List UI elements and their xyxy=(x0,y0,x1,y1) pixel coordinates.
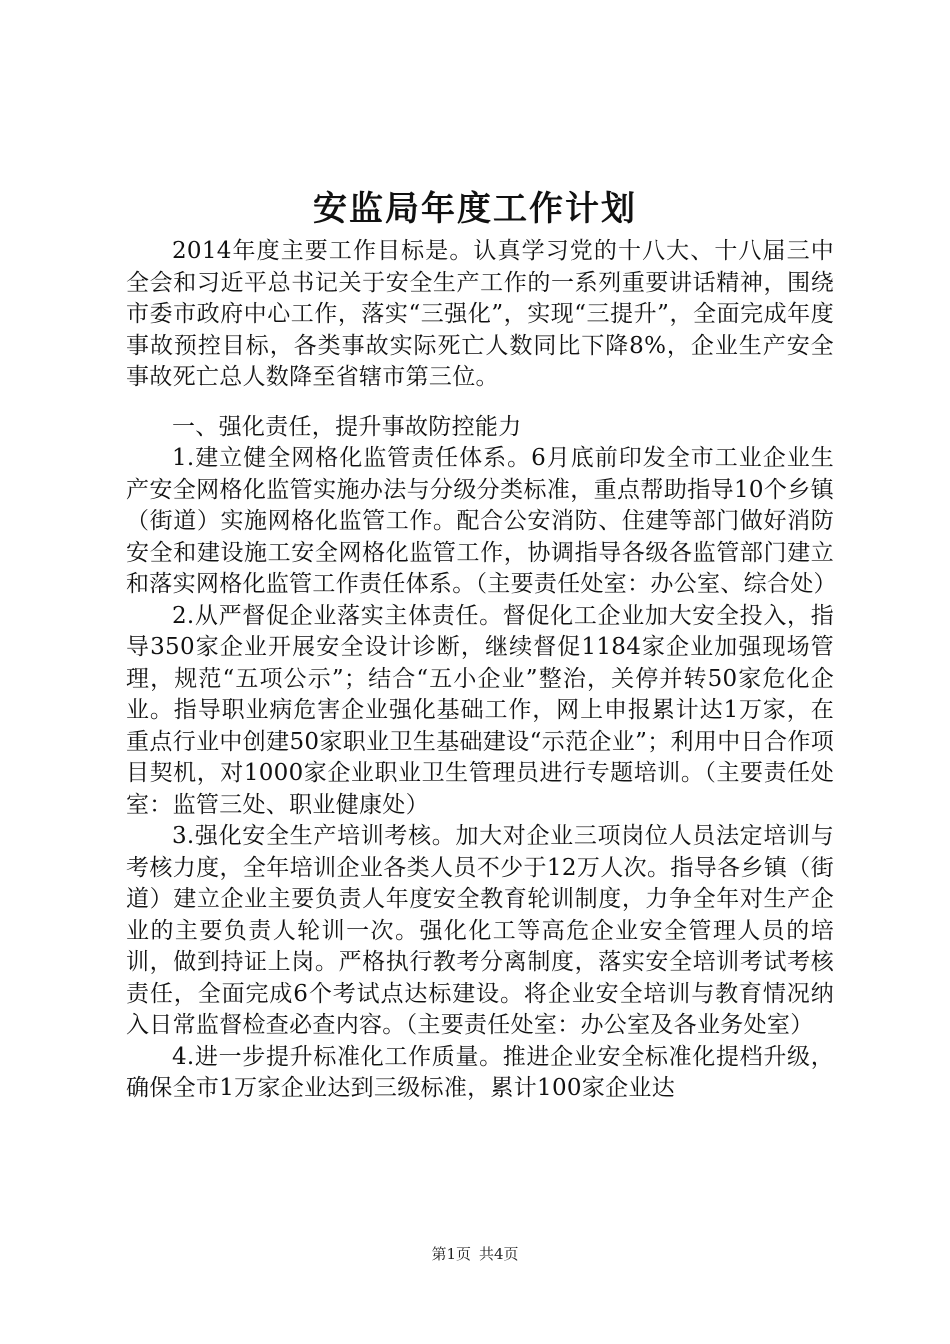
item-paragraph-2: 2.从严督促企业落实主体责任。督促化工企业加大安全投入，指导350家企业开展安全设计诊断，继续督促1184家企业加强现场管理，规范“五项公示”；结合“五小企业”整治，关停并转50家危化企业。指导职业病危害企业强化基础工作，网上申报累计达1万家，在重点行业中创建50家职业卫生基础建设“示范企业”；利用中日合作项目契机，对1000家企业职业卫生管理员进行专题培训。（主要责任处室：监管三处、职业健康处） xyxy=(126,602,834,818)
document-title: 安监局年度工作计划 xyxy=(313,189,637,229)
item-paragraph-3: 3.强化安全生产培训考核。加大对企业三项岗位人员法定培训与考核力度，全年培训企业各类人员不少于12万人次。指导各乡镇（街道）建立企业主要负责人年度安全教育轮训制度，力争全年对生产企业的主要负责人轮训一次。强化化工等高危企业安全管理人员的培训，做到持证上岗。严格执行教考分离制度，落实安全培训考试考核责任，全面完成6个考试点达标建设。将企业安全培训与教育情况纳入日常监督检查必查内容。（主要责任处室：办公室及各业务处室） xyxy=(126,823,834,1038)
page-footer xyxy=(0,1244,950,1264)
section-heading-1: 一、强化责任，提升事故防控能力 xyxy=(172,413,522,440)
page-number: 第1页 xyxy=(431,1245,471,1263)
intro-paragraph: 2014年度主要工作目标是。认真学习党的十八大、十八届三中全会和习近平总书记关于安全生产工作的一系列重要讲话精神，围绕市委市政府中心工作，落实“三强化”，实现“三提升”，全面完成年度事故预控目标，各类事故实际死亡人数同比下降8%，企业生产安全事故死亡总人数降至省辖市第三位。 xyxy=(126,238,834,390)
item-paragraph-1: 1.建立健全网格化监管责任体系。6月底前印发全市工业企业生产安全网格化监管实施办法与分级分类标准，重点帮助指导10个乡镇（街道）实施网格化监管工作。配合公安消防、住建等部门做好消防安全和建设施工安全网格化监管工作，协调指导各级各监管部门建立和落实网格化监管工作责任体系。（主要责任处室：办公室、综合处） xyxy=(126,445,837,597)
page-total: 共4页 xyxy=(479,1245,519,1263)
document-body xyxy=(126,236,837,1105)
item-paragraph-4: 4.进一步提升标准化工作质量。推进企业安全标准化提档升级，确保全市1万家企业达到三级标准，累计100家企业达 xyxy=(126,1043,834,1101)
